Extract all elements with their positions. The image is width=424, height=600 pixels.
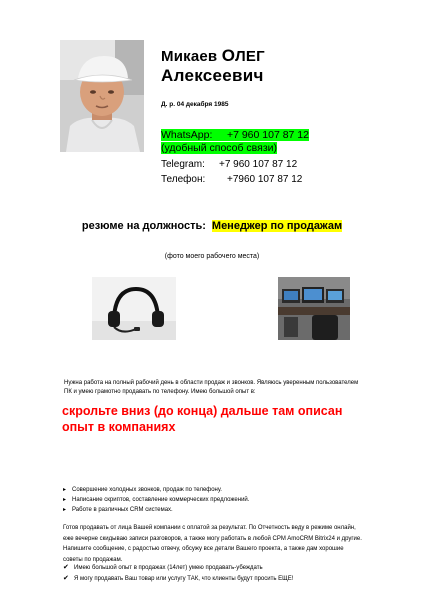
list-item: ▸ Написание скриптов, составление коммерческих предложений. xyxy=(63,497,250,503)
desk-photo-illustration xyxy=(278,277,350,340)
position-headline xyxy=(0,220,424,232)
first-name-rest: ЛЕГ xyxy=(235,48,265,65)
position-prefix: резюме на должность: xyxy=(81,220,206,232)
date-of-birth: Д. р. 04 декабря 1985 xyxy=(161,101,229,108)
headset-photo xyxy=(92,277,176,340)
whatsapp-contact xyxy=(161,129,309,155)
telegram-contact xyxy=(161,159,297,170)
whatsapp-note: (удобный способ связи) xyxy=(161,142,277,154)
check-icon: ✔ xyxy=(63,574,69,582)
list-item: ✔ Имею большой опыт в продажах (14лет) умею продавать-убеждать xyxy=(63,563,363,574)
check-icon: ✔ xyxy=(63,564,69,571)
headset-photo-illustration xyxy=(92,277,176,340)
list-item: ▸ Совершение холодных звонков, продаж по телефону. xyxy=(63,487,222,493)
phone-label: Телефон: xyxy=(161,174,206,185)
full-name-line1 xyxy=(161,46,265,66)
phone-number[interactable]: +7960 107 87 12 xyxy=(227,174,303,185)
first-name-cap: О xyxy=(221,46,236,65)
whatsapp-label: WhatsApp: xyxy=(161,129,213,141)
telegram-number[interactable]: +7 960 107 87 12 xyxy=(219,159,298,170)
patronymic: Алексеевич xyxy=(161,66,264,85)
desk-photo xyxy=(278,277,350,340)
profile-photo xyxy=(60,40,144,152)
surname: Микаев xyxy=(161,48,218,65)
skills-list xyxy=(63,485,363,515)
whatsapp-number[interactable]: +7 960 107 87 12 xyxy=(226,129,309,141)
position-title: Менеджер по продажам xyxy=(211,220,343,232)
bullet-icon: ▸ xyxy=(63,497,67,503)
workplace-caption: (фото моего рабочего места) xyxy=(164,253,260,260)
list-item: ✔ Я могу продавать Ваш товар или услугу ТАК, что клиенты будут просить ЕЩЕ! xyxy=(63,574,363,585)
phone-contact xyxy=(161,174,302,185)
tail-paragraph: Готов продавать от лица Вашей компании с оплатой за результат. По Отчетность веду в режиме онлайн, еже вечерне скидываю записи разговоров, а также могу работать в любой CPM AmoCRM Bitrix24 и другие. Напишите сообщение, с радостью отвечу, обсужу все детали Вашего проекта, а также дам хорошие советы по продажам. xyxy=(63,525,362,563)
profile-photo-illustration xyxy=(60,40,144,152)
list-item: ▸ Работе в различных CRM системах. xyxy=(63,507,173,513)
bullet-icon: ▸ xyxy=(63,507,67,513)
scroll-note: скрольте вниз (до конца) дальше там описан опыт в компаниях xyxy=(62,404,343,434)
check-list xyxy=(63,563,363,584)
intro-text: Нужна работа на полный рабочий день в области продаж и звонков. Являюсь уверенным пользователем ПК и умею грамотно продавать по телефону. Имею большой опыт в: xyxy=(64,380,359,395)
telegram-label: Telegram: xyxy=(161,159,205,170)
bullet-icon: ▸ xyxy=(63,487,67,493)
